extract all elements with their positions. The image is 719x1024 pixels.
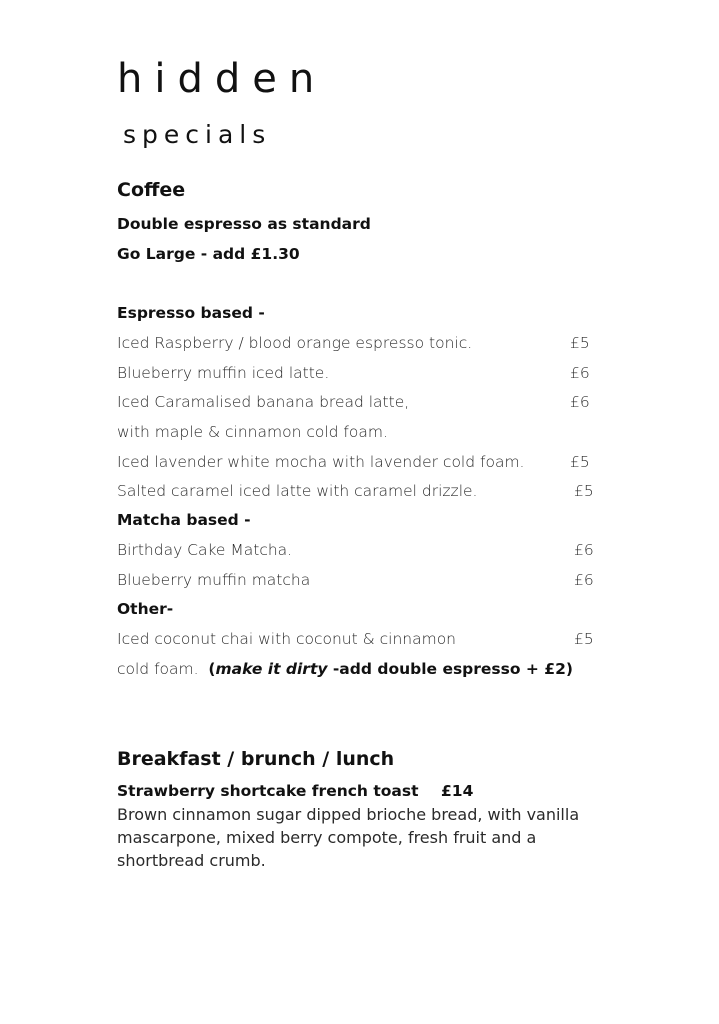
- menu-item-name: Blueberry muffin iced latte.: [117, 364, 330, 382]
- menu-title: hidden: [117, 56, 327, 102]
- menu-item-price: £5: [570, 334, 590, 352]
- menu-item-name: [117, 660, 573, 678]
- other-heading: Other-: [117, 600, 174, 618]
- menu-item-name: Iced lavender white mocha with lavender cold foam.: [117, 453, 525, 471]
- menu-item-name: Iced coconut chai with coconut & cinnamon: [117, 630, 457, 648]
- menu-item-price: £6: [570, 364, 590, 382]
- dish-price: £14: [441, 782, 474, 800]
- menu-subtitle: specials: [123, 120, 272, 149]
- make-it-dirty-label: make it dirty: [215, 660, 328, 678]
- dish-description: Brown cinnamon sugar dipped brioche bread, with vanilla mascarpone, mixed berry compote, fresh fruit and a shortbread crumb.: [117, 805, 580, 870]
- menu-item-price: £5: [570, 453, 590, 471]
- menu-item-name: Iced Caramalised banana bread latte,: [117, 393, 410, 411]
- menu-item-price: £6: [574, 541, 594, 559]
- menu-item-name: Birthday Cake Matcha.: [117, 541, 293, 559]
- menu-item-price: £5: [574, 482, 594, 500]
- paren-open: (: [208, 660, 216, 678]
- menu-item-price: £6: [574, 571, 594, 589]
- menu-item-name: Iced Raspberry / blood orange espresso tonic.: [117, 334, 473, 352]
- matcha-heading: Matcha based -: [117, 511, 251, 529]
- menu-item-name: Salted caramel iced latte with caramel drizzle.: [117, 482, 478, 500]
- menu-item-name: Blueberry muffin matcha: [117, 571, 311, 589]
- dish-name: Strawberry shortcake french toast: [117, 782, 419, 800]
- coffee-note: Double espresso as standard: [117, 215, 371, 233]
- food-heading: Breakfast / brunch / lunch: [117, 748, 395, 770]
- coffee-heading: Coffee: [117, 179, 186, 201]
- espresso-heading: Espresso based -: [117, 304, 265, 322]
- dirty-addon-text: -add double espresso + £2): [327, 660, 573, 678]
- item-text: cold foam.: [117, 660, 199, 678]
- menu-item-price: £5: [574, 630, 594, 648]
- menu-item-price: £6: [570, 393, 590, 411]
- coffee-note: Go Large - add £1.30: [117, 245, 300, 263]
- menu-item-name: with maple & cinnamon cold foam.: [117, 423, 388, 441]
